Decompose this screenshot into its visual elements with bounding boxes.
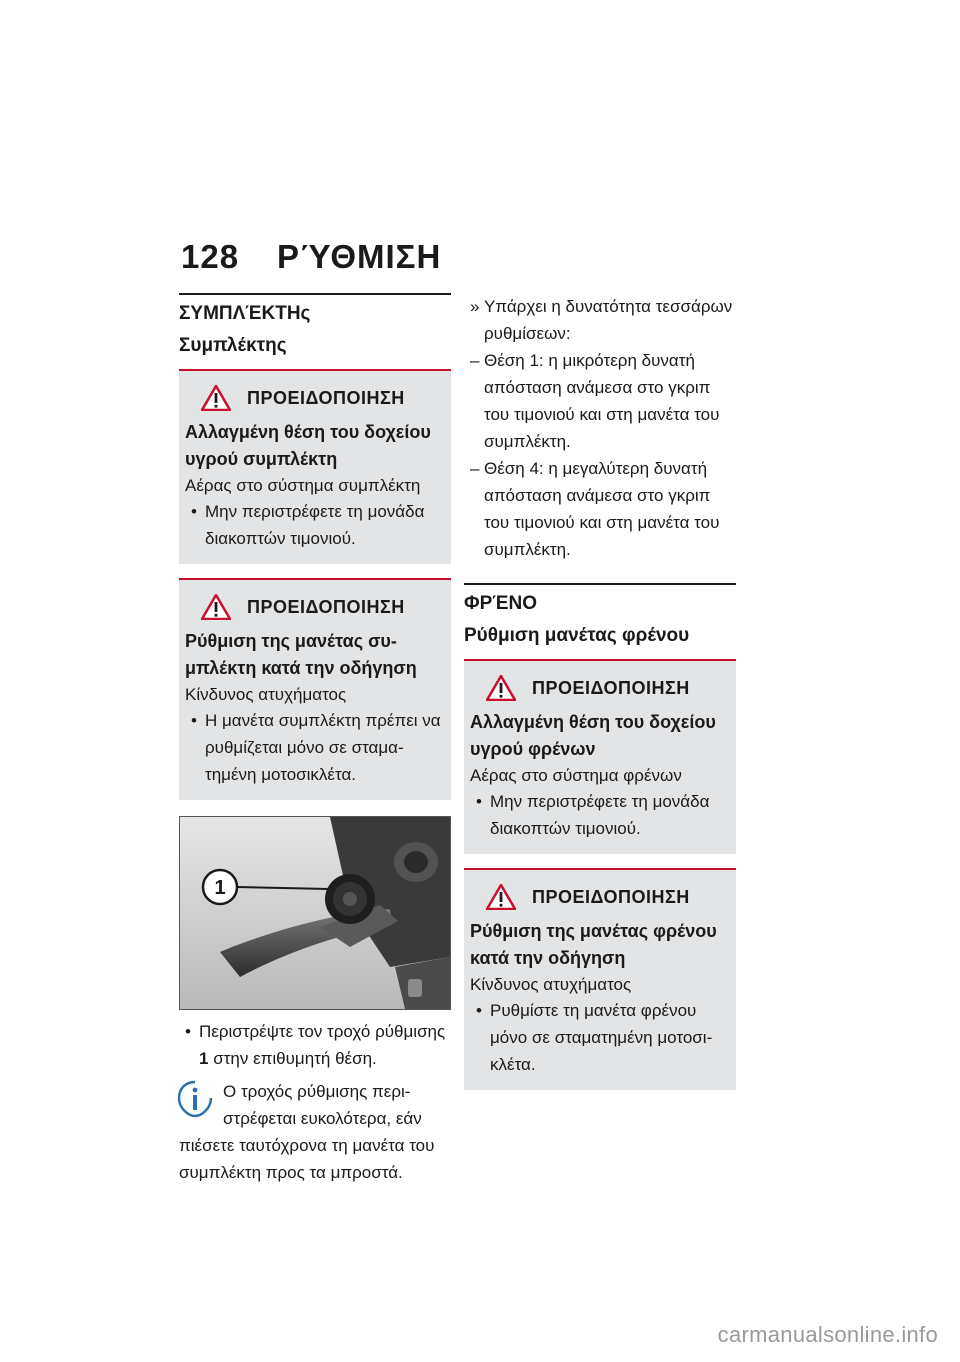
warning-title: Αλλαγμένη θέση του δοχείου υγρού συμπλέκτη — [185, 422, 431, 469]
warning-subtitle: Αέρας στο σύστημα συμπλέκτη — [185, 476, 421, 495]
warning-subtitle: Κίνδυνος ατυχήματος — [185, 685, 347, 704]
section-title-brake: ΦΡΈΝΟ — [464, 593, 537, 614]
warning-triangle-icon — [486, 884, 516, 910]
warning-label: ΠΡΟΕΙΔΟΠΟΙΗΣΗ — [532, 886, 690, 907]
step-reference-number: 1 — [199, 1049, 209, 1068]
right-column — [464, 293, 736, 1090]
warning-title: Ρύθμιση της μανέτας φρένου κατά την οδήγηση — [470, 921, 717, 968]
warning-bullet: • Ρυθμίστε τη μανέτα φρένου μόνο σε σταματημένη μοτοσικλέτα. — [476, 1001, 713, 1074]
warning-box — [464, 661, 736, 854]
warning-bullet: • Μην περιστρέφετε τη μονάδα διακοπτών τιμονιού. — [476, 792, 710, 838]
info-icon — [175, 1078, 215, 1120]
photo-callout-number: 1 — [214, 877, 226, 899]
warning-triangle-icon — [201, 385, 231, 411]
warning-subtitle: Αέρας στο σύστημα φρένων — [470, 766, 682, 785]
clutch-lever-photo — [179, 816, 451, 1010]
warning-title: Αλλαγμένη θέση του δοχείου υγρού φρένων — [470, 712, 716, 759]
page-number: 128 — [181, 238, 240, 275]
subsection-title-clutch: Συμπλέκτης — [179, 335, 287, 356]
instruction-step: • Περιστρέψτε τον τροχό ρύθμισης 1 στην επιθυμητή θέση. — [185, 1022, 446, 1068]
section-divider — [464, 583, 736, 585]
left-column — [179, 293, 451, 1186]
warning-label: ΠΡΟΕΙΔΟΠΟΙΗΣΗ — [247, 596, 405, 617]
warning-triangle-icon — [486, 675, 516, 701]
warning-box — [179, 580, 451, 800]
warning-title: Ρύθμιση της μανέτας συμπλέκτη κατά την οδήγηση — [185, 631, 417, 678]
result-item: » Υπάρχει η δυνατότητα τεσσάρων ρυθμίσεων: — [470, 297, 733, 343]
watermark: carmanualsonline.info — [717, 1322, 938, 1347]
warning-triangle-icon — [201, 594, 231, 620]
warning-bullet: • Μην περιστρέφετε τη μονάδα διακοπτών τιμονιού. — [191, 502, 425, 548]
page-header — [181, 238, 441, 276]
warning-box — [464, 870, 736, 1090]
section-title-clutch: ΣΥΜΠΛΈΚΤΗς — [179, 303, 311, 324]
warning-label: ΠΡΟΕΙΔΟΠΟΙΗΣΗ — [532, 677, 690, 698]
info-note: Ο τροχός ρύθμισης περιστρέφεται ευκολότερα, εάν πιέσετε ταυτόχρονα τη μανέτα του συμπλέκτη προς τα μπροστά. — [179, 1078, 451, 1186]
section-divider — [179, 293, 451, 295]
warning-label: ΠΡΟΕΙΔΟΠΟΙΗΣΗ — [247, 387, 405, 408]
setting-option: – Θέση 1: η μικρότερη δυνατή απόσταση ανάμεσα στο γκριπ του τιμονιού και στη μανέτα του συμπλέκτη. — [470, 351, 720, 451]
warning-box — [179, 371, 451, 564]
clutch-lever-illustration — [180, 817, 450, 1009]
warning-bullet: • Η μανέτα συμπλέκτη πρέπει να ρυθμίζεται μόνο σε σταματημένη μοτοσικλέτα. — [191, 711, 441, 784]
warning-subtitle: Κίνδυνος ατυχήματος — [470, 975, 632, 994]
page-title: ΡΎΘΜΙΣΗ — [277, 238, 442, 275]
subsection-title-brake: Ρύθμιση μανέτας φρένου — [464, 625, 690, 646]
setting-option: – Θέση 4: η μεγαλύτερη δυνατή απόσταση ανάμεσα στο γκριπ του τιμονιού και στη μανέτα του συμπλέκτη. — [470, 459, 720, 559]
